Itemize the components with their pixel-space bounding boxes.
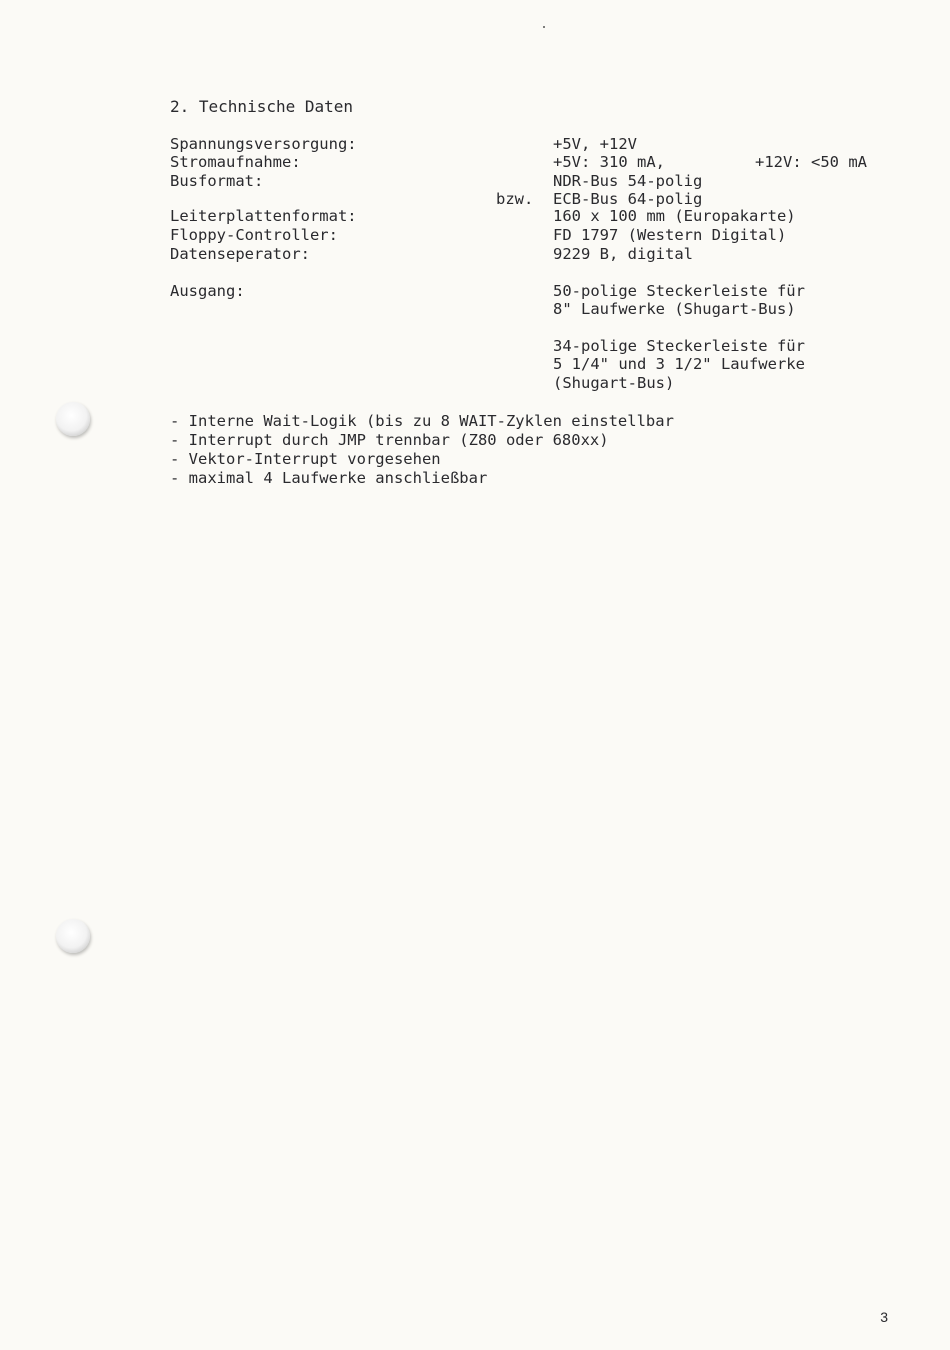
label-ausgang: Ausgang:	[170, 282, 245, 300]
feature-item: - maximal 4 Laufwerke anschließbar	[170, 469, 488, 487]
punch-hole	[56, 919, 90, 953]
value-ausgang-50-line2: 8" Laufwerke (Shugart-Bus)	[553, 300, 796, 318]
label-spannungsversorgung: Spannungsversorgung:	[170, 135, 357, 153]
value-stromaufnahme-12v: +12V: <50 mA	[755, 153, 867, 171]
scan-speck	[543, 26, 545, 28]
value-bus-bzw: bzw.	[496, 190, 534, 208]
value-floppy-controller: FD 1797 (Western Digital)	[553, 226, 787, 244]
feature-item: - Interne Wait-Logik (bis zu 8 WAIT-Zyklen einstellbar	[170, 412, 674, 430]
page-number: 3	[880, 1309, 888, 1325]
value-bus-ndr: NDR-Bus 54-polig	[553, 172, 703, 190]
value-ausgang-34-line3: (Shugart-Bus)	[553, 374, 675, 392]
value-spannungsversorgung: +5V, +12V	[553, 135, 637, 153]
label-floppy-controller: Floppy-Controller:	[170, 226, 338, 244]
label-datenseperator: Datenseperator:	[170, 245, 310, 263]
value-stromaufnahme-5v: +5V: 310 mA,	[553, 153, 665, 171]
section-title: 2. Technische Daten	[170, 97, 354, 116]
value-leiterplattenformat: 160 x 100 mm (Europakarte)	[553, 207, 796, 225]
label-leiterplattenformat: Leiterplattenformat:	[170, 207, 357, 225]
punch-hole	[56, 402, 90, 436]
value-bus-ecb: ECB-Bus 64-polig	[553, 190, 703, 208]
value-ausgang-50-line1: 50-polige Steckerleiste für	[553, 282, 805, 300]
label-busformat: Busformat:	[170, 172, 264, 190]
feature-item: - Vektor-Interrupt vorgesehen	[170, 450, 441, 468]
value-datenseperator: 9229 B, digital	[553, 245, 693, 263]
label-stromaufnahme: Stromaufnahme:	[170, 153, 301, 171]
value-ausgang-34-line1: 34-polige Steckerleiste für	[553, 337, 805, 355]
value-ausgang-34-line2: 5 1/4" und 3 1/2" Laufwerke	[553, 355, 805, 373]
feature-item: - Interrupt durch JMP trennbar (Z80 oder 680xx)	[170, 431, 609, 449]
